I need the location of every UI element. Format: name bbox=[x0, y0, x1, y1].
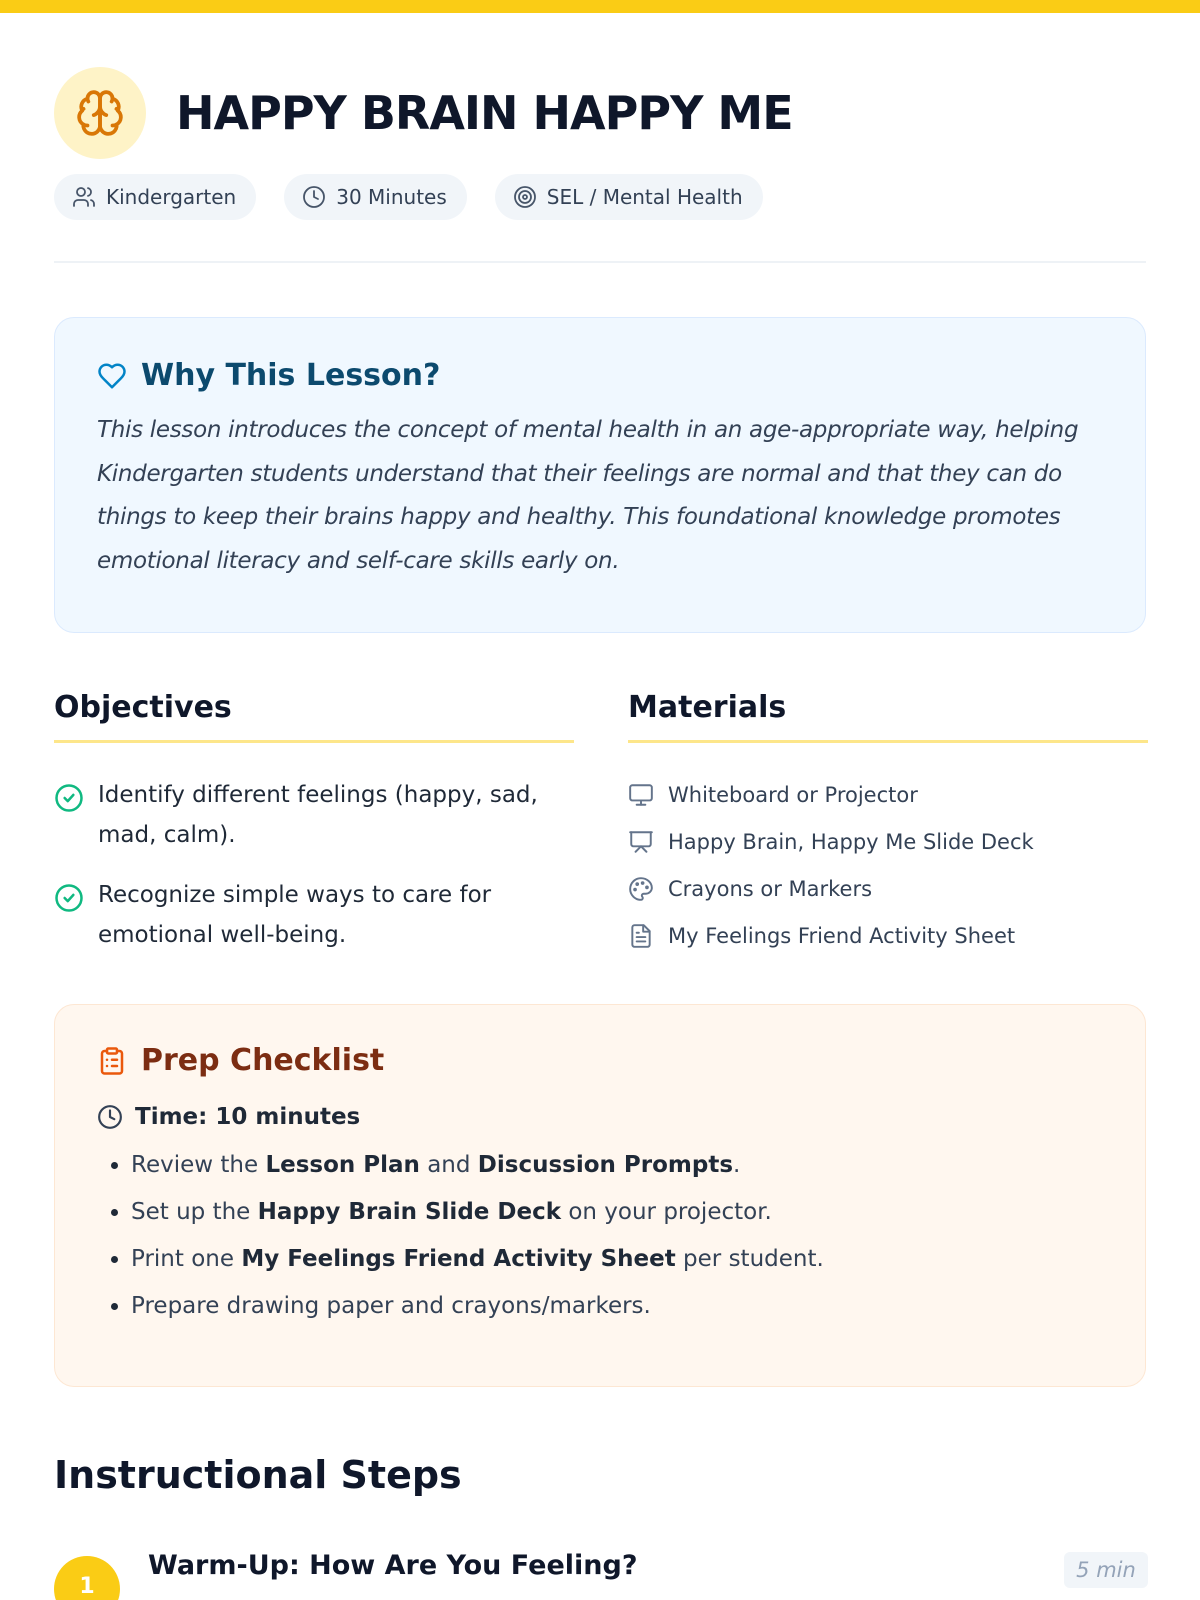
why-heading bbox=[97, 358, 1105, 393]
material-label: Crayons or Markers bbox=[668, 876, 873, 901]
objective-text: Identify different feelings (happy, sad, mad, calm). bbox=[98, 782, 538, 848]
target-icon bbox=[513, 185, 537, 209]
clock-icon bbox=[97, 1104, 123, 1130]
tag-label: 30 Minutes bbox=[336, 185, 447, 209]
header-divider bbox=[54, 261, 1146, 263]
top-accent-bar bbox=[0, 0, 1200, 13]
materials-list bbox=[628, 771, 1148, 959]
tag-grade bbox=[54, 174, 256, 220]
material-label: Whiteboard or Projector bbox=[668, 782, 918, 807]
brain-icon bbox=[75, 88, 125, 138]
instructional-steps-heading: Instructional Steps bbox=[54, 1453, 462, 1497]
objective-item bbox=[54, 875, 574, 955]
prep-item: • Review the Lesson Plan and Discussion Prompts. bbox=[131, 1142, 1105, 1189]
tag-label: SEL / Mental Health bbox=[546, 185, 743, 209]
objective-item bbox=[54, 775, 574, 855]
step-title: Warm-Up: How Are You Feeling? bbox=[148, 1550, 638, 1581]
check-circle-icon bbox=[54, 783, 84, 813]
prep-time bbox=[97, 1104, 1105, 1130]
tag-label: Kindergarten bbox=[106, 185, 237, 209]
tag-duration bbox=[284, 174, 467, 220]
users-icon bbox=[72, 185, 96, 209]
objectives-underline bbox=[54, 740, 574, 743]
material-item bbox=[628, 912, 1148, 959]
clipboard-list-icon bbox=[97, 1046, 127, 1076]
clock-icon bbox=[302, 185, 326, 209]
step-number-badge: 1 bbox=[54, 1556, 120, 1600]
prep-list bbox=[97, 1142, 1105, 1330]
brain-logo bbox=[54, 67, 146, 159]
why-description: This lesson introduces the concept of mental health in an age-appropriate way, helping Kindergarten students understand that their feelings are normal and that they can do things to keep their brains happy and healthy. This foundational knowledge promotes emotional literacy and self-care skills early on. bbox=[97, 417, 1079, 574]
palette-icon bbox=[628, 876, 654, 902]
objectives-heading: Objectives bbox=[54, 690, 232, 725]
why-heading-text: Why This Lesson? bbox=[141, 358, 441, 393]
prep-item: • Set up the Happy Brain Slide Deck on your projector. bbox=[131, 1189, 1105, 1236]
prep-heading-text: Prep Checklist bbox=[141, 1043, 385, 1078]
materials-heading: Materials bbox=[628, 690, 787, 725]
objectives-section bbox=[54, 690, 574, 975]
material-item bbox=[628, 818, 1148, 865]
prep-checklist-card bbox=[54, 1004, 1146, 1387]
why-this-lesson-card bbox=[54, 317, 1146, 633]
prep-item: • Print one My Feelings Friend Activity Sheet per student. bbox=[131, 1236, 1105, 1283]
material-label: Happy Brain, Happy Me Slide Deck bbox=[668, 829, 1034, 854]
lesson-tags bbox=[54, 174, 763, 220]
prep-heading bbox=[97, 1043, 1105, 1078]
materials-underline bbox=[628, 740, 1148, 743]
objective-text: Recognize simple ways to care for emotional well-being. bbox=[98, 882, 492, 948]
document-icon bbox=[628, 923, 654, 949]
step-duration-badge: 5 min bbox=[1064, 1552, 1148, 1588]
page-header bbox=[54, 67, 793, 159]
tag-subject bbox=[495, 174, 763, 220]
check-circle-icon bbox=[54, 883, 84, 913]
heart-icon bbox=[97, 361, 127, 391]
material-item bbox=[628, 865, 1148, 912]
prep-item: • Prepare drawing paper and crayons/markers. bbox=[131, 1283, 1105, 1330]
prep-time-text: Time: 10 minutes bbox=[135, 1104, 361, 1130]
material-item bbox=[628, 771, 1148, 818]
materials-section bbox=[628, 690, 1148, 959]
monitor-icon bbox=[628, 782, 654, 808]
material-label: My Feelings Friend Activity Sheet bbox=[668, 923, 1016, 948]
objectives-list bbox=[54, 775, 574, 955]
presentation-icon bbox=[628, 829, 654, 855]
page-title: HAPPY BRAIN HAPPY ME bbox=[176, 86, 793, 140]
